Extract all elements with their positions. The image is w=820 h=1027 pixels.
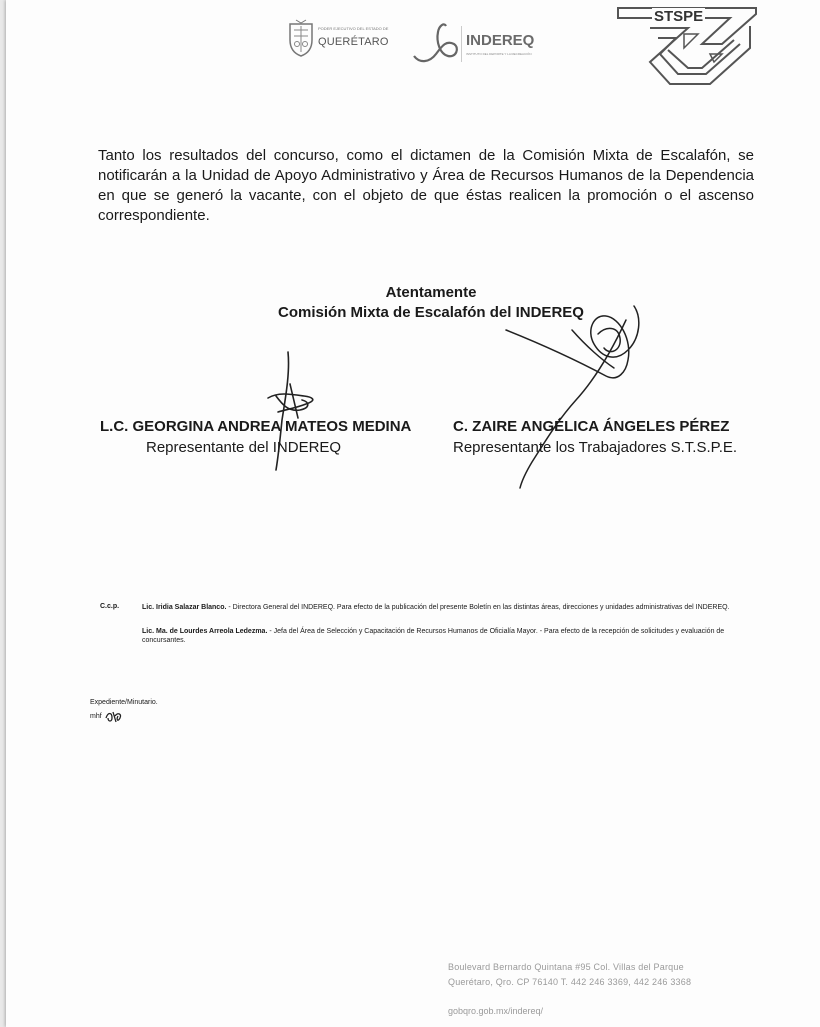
queretaro-shield-icon: [286, 18, 316, 58]
footer-address-line1: Boulevard Bernardo Quintana #95 Col. Villas del Parque: [448, 962, 684, 972]
right-signatory-role: Representante los Trabajadores S.T.S.P.E.: [453, 439, 738, 456]
stspe-logo: [610, 4, 760, 94]
indereq-name: INDEREQ: [466, 32, 535, 49]
closing-block: [266, 283, 596, 323]
body-paragraph: Tanto los resultados del concurso, como el dictamen de la Comisión Mixta de Escalafón, se notificarán a la Unidad de Apoyo Administrativo y Área de Recursos Humanos de la Dependencia en que se generó la vacante, con el objeto de que éstas realicen la promoción o el ascenso correspondiente.: [98, 147, 754, 224]
ccp-recipient-name: Lic. Iridia Salazar Blanco.: [142, 604, 227, 611]
document-page: [6, 0, 820, 1027]
ccp-item: [142, 603, 758, 612]
queretaro-small-text: PODER EJECUTIVO DEL ESTADO DE: [318, 26, 389, 31]
initials-signature: [104, 708, 126, 724]
indereq-logo: [410, 18, 540, 72]
closing-commission: Comisión Mixta de Escalafón del INDEREQ: [278, 304, 584, 321]
ccp-recipient-text: - Jefa del Área de Selección y Capacitación de Recursos Humanos de Oficialía Mayor. - Para efecto de la recepción de solicitudes y evaluación de concursantes.: [142, 628, 725, 644]
indereq-swirl-icon: [410, 20, 462, 66]
right-signature: [506, 306, 639, 488]
left-signatory-role: Representante del INDEREQ: [146, 439, 342, 456]
right-signatory-name: C. ZAIRE ANGÉLICA ÁNGELES PÉREZ: [453, 418, 730, 435]
stspe-name: STSPE: [654, 8, 704, 25]
ccp-label: C.c.p.: [100, 603, 120, 610]
ccp-item: [142, 627, 758, 645]
file-initials: [90, 708, 126, 724]
queretaro-name: QUERÉTARO: [318, 36, 389, 48]
initials-text: mhf: [90, 712, 102, 720]
file-reference: Expediente/Minutario.: [90, 699, 158, 706]
closing-atentamente: Atentamente: [385, 284, 477, 301]
queretaro-logo: [286, 14, 396, 70]
left-signatory-name: L.C. GEORGINA ANDREA MATEOS MEDINA: [100, 418, 412, 435]
footer-address-line2: Querétaro, Qro. CP 76140 T. 442 246 3369, 442 246 3368: [448, 977, 692, 987]
indereq-small-text: INSTITUTO DEL DEPORTE Y LA RECREACIÓN: [466, 52, 532, 56]
ccp-recipient-text: - Directora General del INDEREQ. Para efecto de la publicación del presente Boletín en las distintas áreas, direcciones y unidades administrativas del INDEREQ.: [226, 604, 730, 611]
footer-website: gobqro.gob.mx/indereq/: [448, 1006, 544, 1016]
footer-address: [448, 960, 691, 990]
ccp-recipient-name: Lic. Ma. de Lourdes Arreola Ledezma.: [142, 628, 268, 635]
